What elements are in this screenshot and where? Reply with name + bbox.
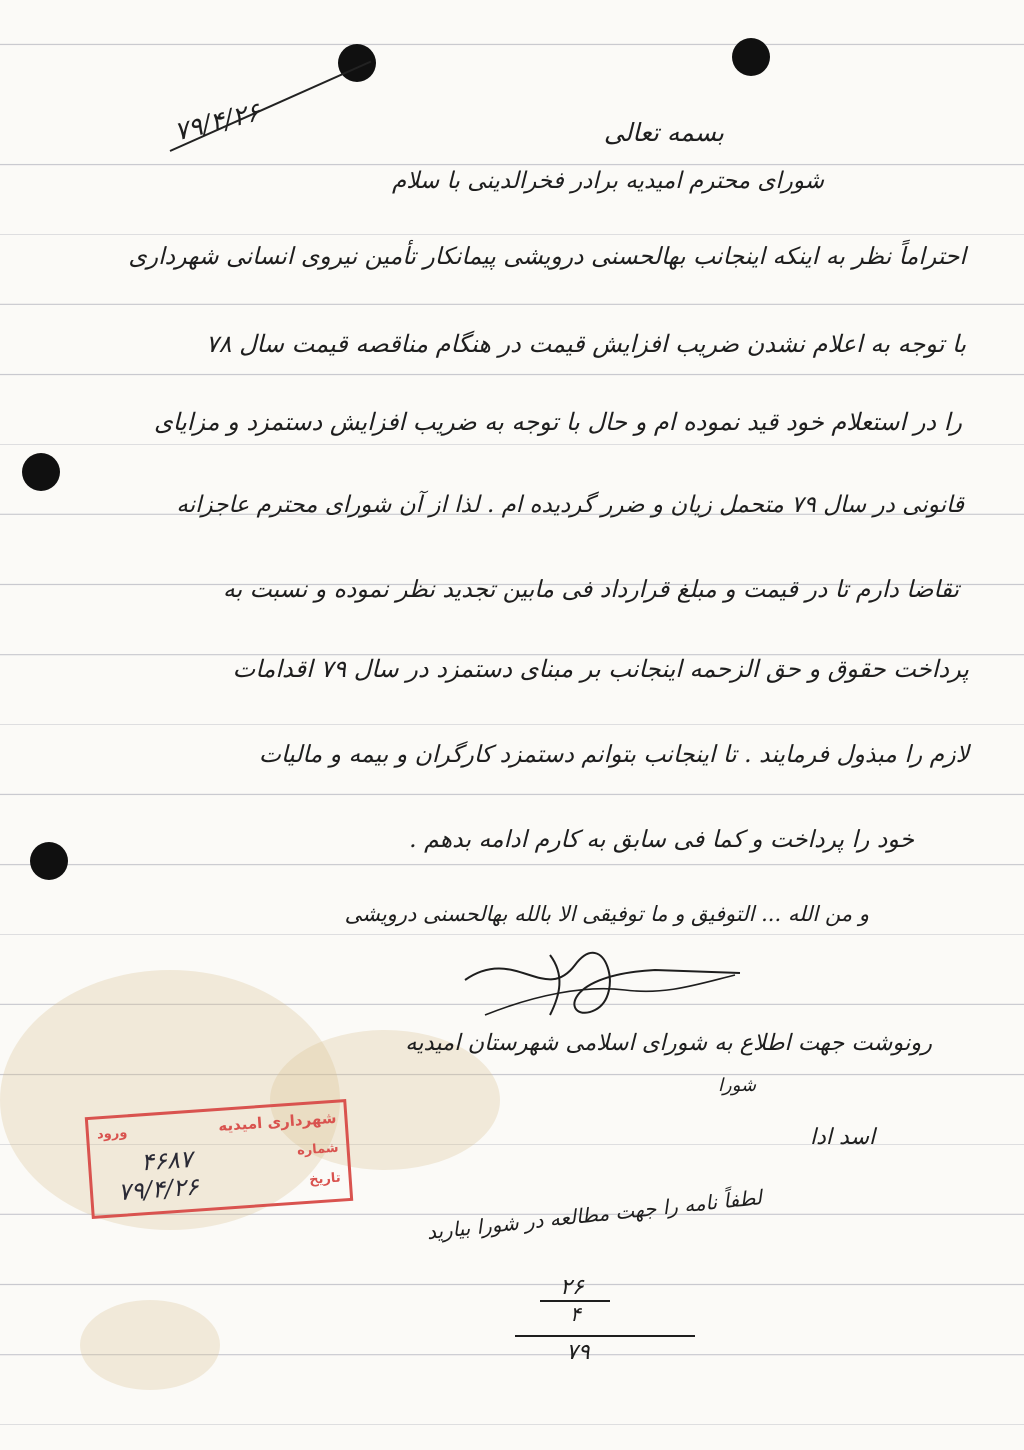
stamp-org: شهرداری امیدیه — [217, 1108, 338, 1135]
margin-note-2: اسد ادا — [810, 1125, 876, 1150]
stamp-date-value: ۷۹/۴/۲۶ — [117, 1172, 200, 1207]
stamp-entry-label: ورود — [96, 1124, 128, 1142]
body-line-1: احتراماً نظر به اینکه اینجانب بهالحسنی درویشی پیمانکار تأمین نیروی انسانی شهرداری — [128, 242, 966, 270]
stamp-number-value: ۴۶۸۷ — [140, 1144, 194, 1177]
punch-hole-lower — [30, 842, 68, 880]
date-top: ۷۹/۴/۲۶ — [171, 97, 264, 148]
punch-hole-mid — [22, 453, 60, 491]
salutation-line: شورای محترم امیدیه برادر فخرالدینی با سلام — [391, 168, 824, 194]
body-line-6: پرداخت حقوق و حق الزحمه اینجانب بر مبنای دستمزد در سال ۷۹ اقدامات — [232, 655, 969, 683]
body-line-8: خود را پرداخت و کما فی سابق به کارم ادامه بدهم . — [409, 825, 914, 853]
cc-line: رونوشت جهت اطلاع به شورای اسلامی شهرستان امیدیه — [405, 1030, 932, 1056]
stamp-number-label: شماره — [296, 1140, 340, 1159]
body-line-5: تقاضا دارم تا در قیمت و مبلغ قرارداد فی مابین تجدید نظر نموده و نسبت به — [223, 575, 959, 603]
margin-date-denominator: ۴ — [570, 1302, 581, 1326]
body-line-7: لازم را مبذول فرمایند . تا اینجانب بتوانم دستمزد کارگران و بیمه و مالیات — [258, 740, 969, 768]
letter-heading: بسمه تعالی — [603, 118, 724, 147]
margin-date-bottom: ۷۹ — [566, 1340, 590, 1365]
date-underline — [170, 61, 372, 152]
closing-line: و من الله ... التوفیق و ما توفیقی الا بالله بهالحسنی درویشی — [344, 902, 869, 926]
margin-note-3: لطفاً نامه را جهت مطالعه در شورا بیارید — [425, 1185, 763, 1245]
punch-hole-top-left — [338, 44, 376, 82]
signature — [455, 935, 755, 1025]
registration-stamp — [85, 1099, 353, 1219]
body-line-2: با توجه به اعلام نشدن ضریب افزایش قیمت در هنگام مناقصه قیمت سال ۷۸ — [205, 330, 966, 358]
margin-date-line — [515, 1335, 695, 1337]
margin-date-numerator: ۲۶ — [560, 1275, 584, 1300]
body-line-3: را در استعلام خود قید نموده ام و حال با توجه به ضریب افزایش دستمزد و مزایای — [153, 408, 962, 436]
punch-hole-top-right — [732, 38, 770, 76]
paper-stain — [80, 1300, 220, 1390]
body-line-4: قانونی در سال ۷۹ متحمل زیان و ضرر گردیده ام . لذا از آن شورای محترم عاجزانه — [176, 492, 964, 518]
stamp-date-label: تاریخ — [308, 1170, 342, 1188]
margin-note-1: شورا — [718, 1075, 757, 1096]
